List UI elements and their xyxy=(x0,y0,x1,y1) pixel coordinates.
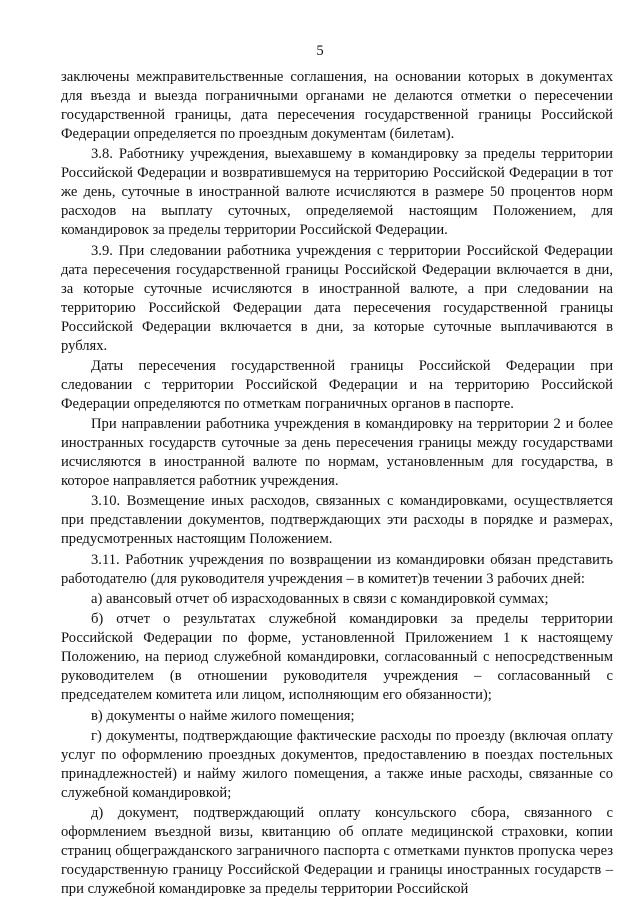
paragraph: 3.10. Возмещение иных расходов, связанных с командировками, осуществляется при представлении документов, подтверждающих эти расходы в порядке и размерах, предусмотренных настоящим Положением. xyxy=(61,493,613,548)
paragraph: 3.9. При следовании работника учреждения с территории Российской Федерации дата пересечения государственной границы Российской Федерации включается в дни, за которые суточные исчисляются в иностранной валюте, а при следовании на территорию Российской Федерации дата пересечения государственной границы Российской Федерации включается в дни, за которые суточные выплачиваются в рублях. xyxy=(61,242,613,354)
paragraph: Даты пересечения государственной границы Российской Федерации при следовании с территории Российской Федерации и на территорию Российской Федерации определяются по отметкам пограничных органов в паспорте. xyxy=(61,357,613,412)
paragraph: г) документы, подтверждающие фактические расходы по проезду (включая оплату услуг по оформлению проездных документов, предоставлению в поездах постельных принадлежностей) и найму жилого помещения, а также иные расходы, связанные со служебной командировкой; xyxy=(61,727,613,801)
paragraph: б) отчет о результатах служебной командировки за пределы территории Российской Федерации по форме, установленной Приложением 1 к настоящему Положению, на период служебной командировки, согласованный с непосредственным руководителем (в отношении руководителя учреждения – согласованный с председателем комитета или лицом, исполняющим его обязанности); xyxy=(61,611,613,704)
page-number: 5 xyxy=(316,43,324,59)
paragraph: в) документы о найме жилого помещения; xyxy=(91,707,355,724)
paragraph: д) документ, подтверждающий оплату консульского сбора, связанного с оформлением въездной визы, квитанцию об оплате медицинской страховки, копии страниц общегражданского заграничного паспорта с отметками пунктов пропуска через государственную границу Российской Федерации и границы иностранных государств – при служебной командировке за пределы территории Российской xyxy=(61,805,613,898)
paragraph: а) авансовый отчет об израсходованных в связи с командировкой суммах; xyxy=(91,591,549,608)
paragraph: 3.8. Работнику учреждения, выехавшему в командировку за пределы территории Российской Федерации и возвратившемуся на территорию Российской Федерации в тот же день, суточные в иностранной валюте исчисляются в размере 50 процентов норм расходов на выплату суточных, определяемой настоящим Положением, для командировок за пределы территории Российской Федерации. xyxy=(61,146,613,239)
document-body xyxy=(61,68,613,901)
paragraph: 3.11. Работник учреждения по возвращении из командировки обязан представить работодателю (для руководителя учреждения – в комитет)в течении 3 рабочих дней: xyxy=(61,551,613,587)
paragraph: заключены межправительственные соглашения, на основании которых в документах для въезда и выезда пограничными органами не делаются отметки о пересечении государственной границы, дата пересечения государственной границы Российской Федерации определяется по проездным документам (билетам). xyxy=(61,69,613,142)
paragraph: При направлении работника учреждения в командировку на территории 2 и более иностранных государств суточные за день пересечения границы между государствами исчисляются в иностранной валюте по нормам, установленным для государства, в которое направляется работник учреждения. xyxy=(61,416,613,490)
